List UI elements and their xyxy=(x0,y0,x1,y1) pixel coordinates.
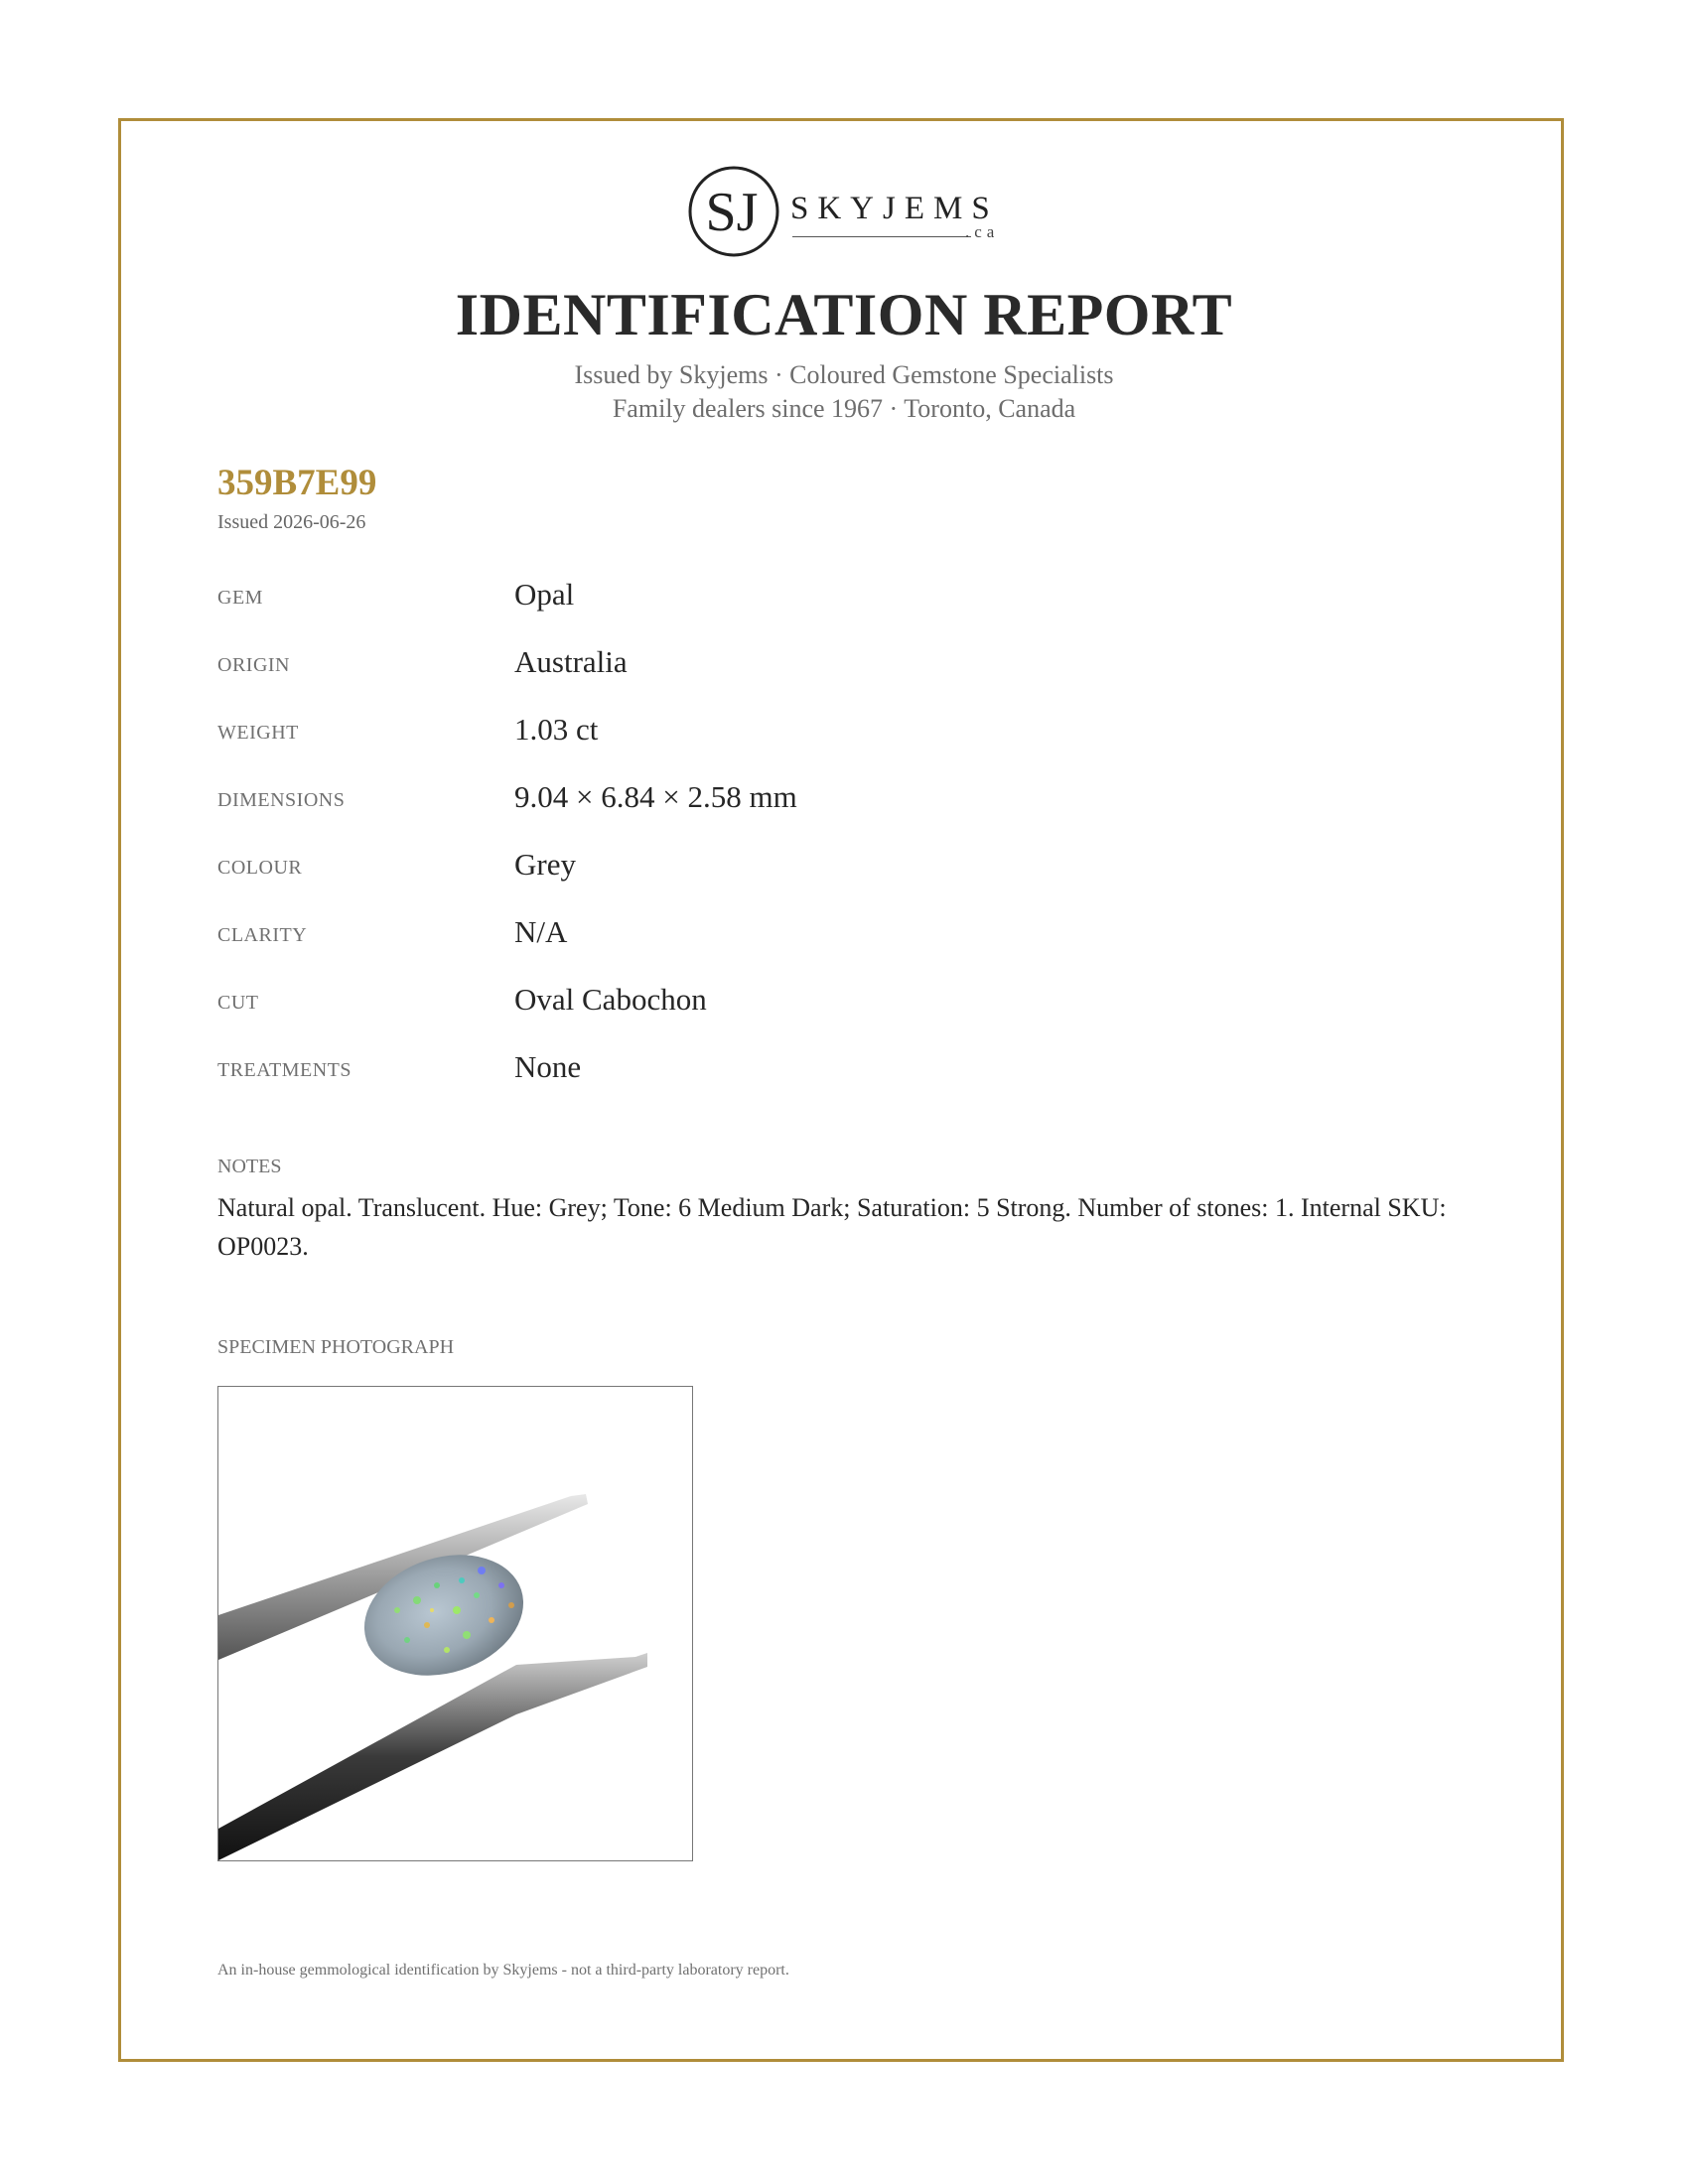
specimen-photo xyxy=(217,1386,693,1861)
field-value-gem: Opal xyxy=(514,577,575,612)
svg-text:SJ: SJ xyxy=(705,182,759,243)
notes-text: Natural opal. Translucent. Hue: Grey; Tone: 6 Medium Dark; Saturation: 5 Strong. Number of stones: 1. Internal SKU: OP0023. xyxy=(217,1193,1447,1261)
field-label-clarity: CLARITY xyxy=(217,924,308,946)
field-label-gem: GEM xyxy=(217,587,263,609)
sj-monogram-icon xyxy=(687,165,780,258)
skyjems-logo xyxy=(687,165,1015,264)
field-label-dimensions: DIMENSIONS xyxy=(217,789,346,811)
subtitle-line-1: Issued by Skyjems · Coloured Gemstone Specialists xyxy=(574,360,1114,389)
field-value-origin: Australia xyxy=(514,644,628,679)
field-value-weight: 1.03 ct xyxy=(514,712,599,747)
field-label-cut: CUT xyxy=(217,992,259,1014)
field-label-treatments: TREATMENTS xyxy=(217,1059,352,1081)
photo-label: SPECIMEN PHOTOGRAPH xyxy=(217,1336,455,1358)
notes-label: NOTES xyxy=(217,1156,282,1177)
field-label-colour: COLOUR xyxy=(217,857,303,879)
field-value-colour: Grey xyxy=(514,847,576,882)
field-label-weight: WEIGHT xyxy=(217,722,299,744)
brand-tld: .ca xyxy=(965,222,1000,241)
brand-name: SKYJEMS xyxy=(790,191,999,226)
subtitle-line-2: Family dealers since 1967 · Toronto, Canada xyxy=(612,394,1076,423)
issued-date: Issued 2026-06-26 xyxy=(217,511,366,533)
field-value-dimensions: 9.04 × 6.84 × 2.58 mm xyxy=(514,779,797,814)
opal-in-tweezers-illustration xyxy=(218,1387,692,1860)
field-label-origin: ORIGIN xyxy=(217,654,290,676)
field-value-cut: Oval Cabochon xyxy=(514,982,707,1017)
field-value-clarity: N/A xyxy=(514,914,568,949)
footer-disclaimer: An in-house gemmological identification by Skyjems - not a third-party laboratory report. xyxy=(217,1962,789,1979)
page-title: IDENTIFICATION REPORT xyxy=(455,282,1233,347)
field-value-treatments: None xyxy=(514,1049,582,1084)
report-id: 359B7E99 xyxy=(217,463,377,503)
brand-rule xyxy=(792,236,971,237)
